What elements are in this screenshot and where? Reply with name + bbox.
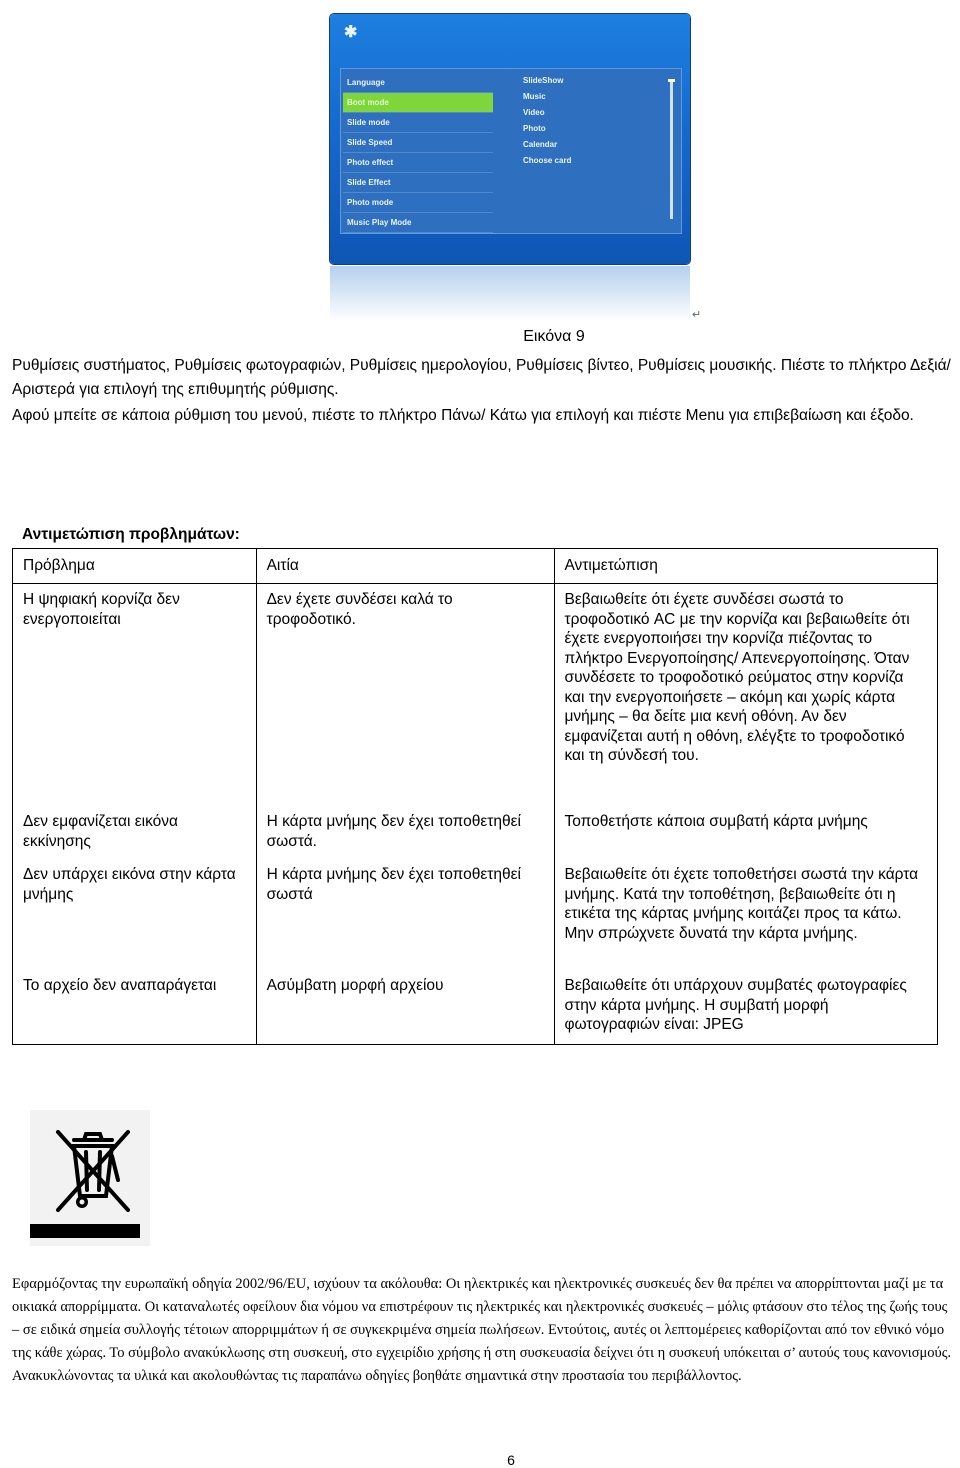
table-header-row xyxy=(13,549,938,584)
table-row xyxy=(13,584,938,813)
settings-description: Ρυθμίσεις συστήματος, Ρυθμίσεις φωτογραφιών, Ρυθμίσεις ημερολογίου, Ρυθμίσεις βίντεο, Ρυθμίσεις μουσικής. Πιέστε το πλήκτρο Δεξιά/ Αριστερά για επιλογή της επιθυμητής ρύθμισης. xyxy=(12,357,951,398)
cause-cell: Η κάρτα μνήμης δεν έχει τοποθετηθεί σωστά xyxy=(256,865,554,976)
option-calendar: Calendar xyxy=(523,140,558,149)
menu-panel xyxy=(340,68,682,234)
header-cause: Αιτία xyxy=(256,549,554,584)
troubleshooting-table xyxy=(12,548,938,1045)
option-video: Video xyxy=(523,108,545,117)
cause-cell: Ασύμβατη μορφή αρχείου xyxy=(256,976,554,1045)
problem-cell: Η ψηφιακή κορνίζα δεν ενεργοποιείται xyxy=(13,584,257,813)
table-row xyxy=(13,865,938,976)
table-row xyxy=(13,976,938,1045)
option-choose-card: Choose card xyxy=(523,156,572,165)
crossed-out-wheeled-bin-icon xyxy=(30,1110,150,1246)
menu-item-slide-effect: Slide Effect xyxy=(343,173,493,193)
settings-left-menu xyxy=(343,73,493,233)
weee-disposal-notice: Εφαρμόζοντας την ευρωπαϊκή οδηγία 2002/96/EU, ισχύουν τα ακόλουθα: Οι ηλεκτρικές και ηλεκτρονικές συσκευές δεν θα πρέπει να απορρίπτονται μαζί με τα οικιακά απορρίμματα. Οι καταναλωτές οφείλουν δια νόμου να επιστρέφουν τις ηλεκτρικές και ηλεκτρονικές συσκευές – μόλις φτάσουν στο τέλος της ζωής τους – σε ειδικά σημεία συλλογής τέτοιων απορριμμάτων ή σε συγκεκριμένα σημεία πωλήσεων. Εντούτοις, αυτές οι λεπτομέρειες καθορίζονται από τον εθνικό νόμο της κάθε χώρας. Το σύμβολο ανακύκλωσης στη συσκευή, στο εγχειρίδιο χρήσης ή στη συσκευασία δείχνει ότι η συσκευή υπόκειται σ’ αυτούς τους κανονισμούς. Ανακυκλώνοντας τα υλικά και ακολουθώντας τις παραπάνω οδηγίες βοηθάτε σημαντικά στην προστασία του περιβάλλοντος. xyxy=(12,1276,952,1384)
settings-right-menu xyxy=(523,73,643,169)
solution-cell: Βεβαιωθείτε ότι έχετε συνδέσει σωστά το τροφοδοτικό AC με την κορνίζα και βεβαιωθείτε ότι έχετε ενεργοποιήσει την κορνίζα πιέζοντας το πλήκτρο Ενεργοποίησης/ Απενεργοποίησης. Όταν συνδέσετε το τροφοδοτικό ρεύματος στην κορνίζα και την ενεργοποιήσετε – ακόμη και χωρίς κάρτα μνήμης – θα δείτε μια κενή οθόνη. Αν δεν εμφανίζεται αυτή η οθόνη, ελέγξτε το τροφοδοτικό και τη σύνδεσή του. xyxy=(554,584,938,813)
menu-item-slide-mode: Slide mode xyxy=(343,113,493,133)
page-number: 6 xyxy=(507,1452,515,1468)
problem-cell: Το αρχείο δεν αναπαράγεται xyxy=(13,976,257,1045)
menu-item-photo-mode: Photo mode xyxy=(343,193,493,213)
problem-cell: Δεν υπάρχει εικόνα στην κάρτα μνήμης xyxy=(13,865,257,976)
solution-cell: Βεβαιωθείτε ότι έχετε τοποθετήσει σωστά την κάρτα μνήμης. Κατά την τοποθέτηση, βεβαιωθείτε ότι η ετικέτα της κάρτας μνήμης κοιτάζει προς τα κάτω. Μην σπρώχνετε δυνατά την κάρτα μνήμης. xyxy=(554,865,938,976)
menu-item-music-play-mode: Music Play Mode xyxy=(343,213,493,233)
return-arrow-icon: ↵ xyxy=(692,309,702,321)
screenshot-screen xyxy=(330,14,690,264)
menu-navigation-instructions: Αφού μπείτε σε κάποια ρύθμιση του μενού, πιέστε το πλήκτρο Πάνω/ Κάτω για επιλογή και πιέστε Menu για επιβεβαίωση και έξοδο. xyxy=(12,407,914,424)
cause-cell: Η κάρτα μνήμης δεν έχει τοποθετηθεί σωστά. xyxy=(256,812,554,865)
option-music: Music xyxy=(523,92,546,101)
header-problem: Πρόβλημα xyxy=(13,549,257,584)
menu-item-boot-mode: Boot mode xyxy=(343,93,493,113)
cause-cell: Δεν έχετε συνδέσει καλά το τροφοδοτικό. xyxy=(256,584,554,813)
screenshot-reflection xyxy=(330,266,690,322)
option-slideshow: SlideShow xyxy=(523,76,564,85)
header-solution: Αντιμετώπιση xyxy=(554,549,938,584)
menu-item-slide-speed: Slide Speed xyxy=(343,133,493,153)
settings-menu-screenshot xyxy=(322,10,700,320)
menu-item-photo-effect: Photo effect xyxy=(343,153,493,173)
app-logo-icon: ✱ xyxy=(344,24,358,41)
solution-cell: Τοποθετήστε κάποια συμβατή κάρτα μνήμης xyxy=(554,812,938,865)
menu-scrollbar xyxy=(670,79,673,219)
solution-cell: Βεβαιωθείτε ότι υπάρχουν συμβατές φωτογραφίες στην κάρτα μνήμης. Η συμβατή μορφή φωτογραφιών είναι: JPEG xyxy=(554,976,938,1045)
problem-cell: Δεν εμφανίζεται εικόνα εκκίνησης xyxy=(13,812,257,865)
table-row xyxy=(13,812,938,865)
figure-caption: Εικόνα 9 xyxy=(523,328,585,345)
menu-item-language: Language xyxy=(343,73,493,93)
option-photo: Photo xyxy=(523,124,546,133)
troubleshooting-title: Αντιμετώπιση προβλημάτων: xyxy=(22,526,240,543)
